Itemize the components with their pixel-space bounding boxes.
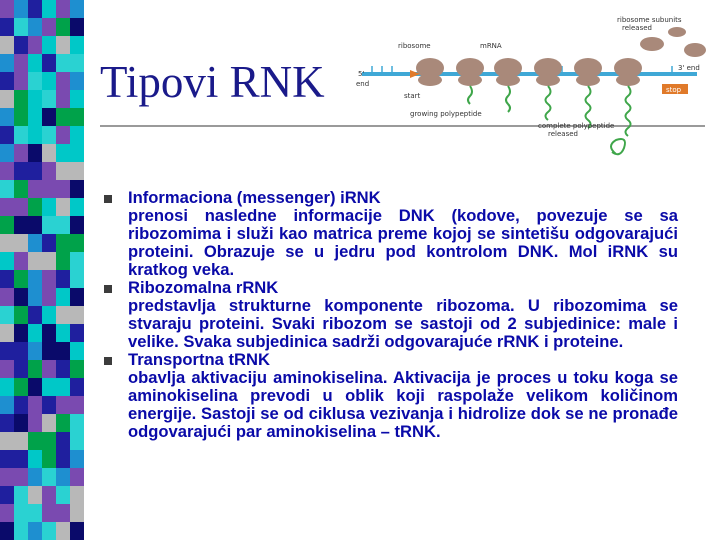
stripe-cell	[14, 252, 28, 270]
stripe-cell	[56, 198, 70, 216]
stripe-cell	[56, 522, 70, 540]
stripe-cell	[70, 270, 84, 288]
stripe-cell	[70, 504, 84, 522]
stripe-cell	[0, 252, 14, 270]
item-body: predstavlja strukturne komponente ribozoma. U ribozomima se stvaraju proteini. Svaki ribozom se sastoji od 2 subjedinice: male i velike. Svaka subjedinica sadrži odgovarajuće rRNK i proteine.	[128, 296, 678, 351]
stripe-cell	[0, 90, 14, 108]
stripe-cell	[0, 288, 14, 306]
stripe-cell	[42, 234, 56, 252]
stripe-cell	[70, 324, 84, 342]
stripe-cell	[42, 90, 56, 108]
stripe-cell	[28, 198, 42, 216]
bullet-icon	[104, 357, 112, 365]
item-body: obavlja aktivaciju aminokiselina. Aktivacija je proces u toku koga se aminokiselina prevodi u oblik koji raspolaže velikom količinom energije. Sastoji se od ciklusa vezivanja i hidrolize dok se ne pronađe odgovarajući par aminokiselina – tRNK.	[128, 368, 678, 441]
stripe-cell	[70, 378, 84, 396]
stripe-cell	[14, 234, 28, 252]
stripe-cell	[70, 252, 84, 270]
stripe-cell	[70, 432, 84, 450]
stripe-cell	[70, 288, 84, 306]
stripe-cell	[56, 432, 70, 450]
stripe-cell	[28, 504, 42, 522]
stripe-cell	[14, 378, 28, 396]
stripe-cell	[28, 216, 42, 234]
stripe-cell	[56, 324, 70, 342]
stripe-cell	[70, 234, 84, 252]
stripe-cell	[70, 342, 84, 360]
item-heading: Informaciona (messenger) iRNK	[128, 188, 381, 207]
stripe-cell	[42, 0, 56, 18]
label-complete: complete polypeptide	[538, 122, 615, 130]
stripe-cell	[0, 432, 14, 450]
stripe-cell	[0, 324, 14, 342]
stripe-cell	[14, 522, 28, 540]
item-heading: Ribozomalna rRNK	[128, 278, 279, 297]
stripe-cell	[56, 378, 70, 396]
stripe-cell	[0, 504, 14, 522]
item-body: prenosi nasledne informacije DNK (kodove, povezuje se sa ribozomima i služi kao matrica preme kojoj se sintetišu odgovarajući proteini. Obrazuje se u jedru pod kontrolom DNK. Mol iRNK su kratkog veka.	[128, 206, 678, 279]
stripe-cell	[14, 126, 28, 144]
stripe-cell	[28, 486, 42, 504]
stripe-cell	[0, 198, 14, 216]
stripe-cell	[56, 486, 70, 504]
ribosome-group	[416, 27, 706, 86]
stripe-cell	[56, 18, 70, 36]
stripe-cell	[28, 162, 42, 180]
label-5end: 5'	[358, 70, 365, 78]
decorative-stripe-panel	[0, 0, 84, 540]
translation-diagram	[352, 14, 714, 170]
stripe-cell	[56, 162, 70, 180]
stripe-cell	[0, 306, 14, 324]
stripe-cell	[70, 306, 84, 324]
stripe-cell	[56, 396, 70, 414]
stripe-cell	[14, 468, 28, 486]
svg-text:released: released	[548, 130, 578, 138]
list-item	[104, 279, 678, 351]
stripe-cell	[14, 324, 28, 342]
stripe-cell	[14, 198, 28, 216]
stripe-cell	[42, 252, 56, 270]
stripe-cell	[28, 18, 42, 36]
stripe-cell	[14, 450, 28, 468]
stripe-cell	[28, 432, 42, 450]
stripe-cell	[70, 162, 84, 180]
stripe-cell	[14, 18, 28, 36]
stripe-cell	[56, 216, 70, 234]
stripe-cell	[42, 18, 56, 36]
item-heading: Transportna tRNK	[128, 350, 270, 369]
stripe-cell	[42, 396, 56, 414]
stripe-cell	[42, 486, 56, 504]
stripe-cell	[28, 0, 42, 18]
stripe-cell	[42, 504, 56, 522]
stripe-cell	[70, 144, 84, 162]
stripe-cell	[14, 396, 28, 414]
polypeptide-chains	[468, 86, 631, 154]
stripe-cell	[56, 306, 70, 324]
stripe-cell	[14, 144, 28, 162]
stripe-cell	[70, 450, 84, 468]
stripe-cell	[42, 162, 56, 180]
stripe-cell	[70, 360, 84, 378]
stripe-cell	[56, 144, 70, 162]
stripe-cell	[56, 450, 70, 468]
stripe-cell	[42, 126, 56, 144]
stripe-cell	[28, 288, 42, 306]
stripe-cell	[0, 36, 14, 54]
stripe-cell	[42, 432, 56, 450]
stripe-cell	[14, 54, 28, 72]
stripe-cell	[0, 468, 14, 486]
stripe-cell	[42, 306, 56, 324]
stripe-cell	[70, 414, 84, 432]
stripe-cell	[28, 324, 42, 342]
stripe-cell	[56, 126, 70, 144]
stripe-cell	[14, 306, 28, 324]
stripe-cell	[70, 216, 84, 234]
subunit-icon	[684, 43, 706, 57]
svg-text:released: released	[622, 24, 652, 32]
stripe-cell	[0, 450, 14, 468]
stripe-cell	[56, 0, 70, 18]
stripe-cell	[28, 522, 42, 540]
subunit-icon	[640, 37, 664, 51]
stripe-cell	[56, 270, 70, 288]
stripe-cell	[56, 468, 70, 486]
stripe-cell	[70, 126, 84, 144]
stripe-cell	[56, 414, 70, 432]
stripe-cell	[70, 18, 84, 36]
stripe-cell	[56, 252, 70, 270]
stripe-cell	[0, 486, 14, 504]
stripe-cell	[42, 72, 56, 90]
stripe-cell	[0, 234, 14, 252]
stripe-cell	[42, 270, 56, 288]
stripe-cell	[42, 324, 56, 342]
stripe-cell	[28, 108, 42, 126]
stripe-cell	[56, 36, 70, 54]
stripe-cell	[0, 180, 14, 198]
stripe-cell	[0, 144, 14, 162]
stripe-cell	[28, 72, 42, 90]
stripe-cell	[0, 162, 14, 180]
stripe-cell	[42, 198, 56, 216]
stripe-cell	[14, 504, 28, 522]
stripe-cell	[70, 486, 84, 504]
bullet-icon	[104, 195, 112, 203]
stripe-cell	[28, 396, 42, 414]
stripe-cell	[14, 180, 28, 198]
stripe-cell	[14, 288, 28, 306]
stripe-cell	[14, 414, 28, 432]
stripe-cell	[28, 450, 42, 468]
stripe-cell	[0, 414, 14, 432]
stripe-cell	[14, 486, 28, 504]
stripe-cell	[28, 54, 42, 72]
list-item	[104, 189, 678, 279]
stripe-cell	[70, 72, 84, 90]
stripe-cell	[28, 90, 42, 108]
stripe-cell	[42, 54, 56, 72]
stripe-cell	[70, 90, 84, 108]
stripe-cell	[42, 342, 56, 360]
label-mrna: mRNA	[480, 42, 502, 50]
stripe-cell	[0, 360, 14, 378]
stripe-cell	[28, 252, 42, 270]
stripe-cell	[28, 378, 42, 396]
stripe-cell	[0, 72, 14, 90]
slide-title: Tipovi RNK	[100, 57, 325, 107]
stripe-cell	[14, 270, 28, 288]
stripe-cell	[0, 54, 14, 72]
stripe-cell	[28, 360, 42, 378]
list-item	[104, 351, 678, 441]
stripe-cell	[14, 360, 28, 378]
stripe-cell	[56, 54, 70, 72]
svg-text:end: end	[356, 80, 370, 88]
stripe-cell	[70, 0, 84, 18]
stripe-cell	[42, 468, 56, 486]
stripe-cell	[56, 108, 70, 126]
stripe-cell	[70, 468, 84, 486]
stripe-cell	[28, 468, 42, 486]
stripe-cell	[70, 522, 84, 540]
bullet-icon	[104, 285, 112, 293]
stripe-cell	[14, 90, 28, 108]
stripe-cell	[28, 126, 42, 144]
stripe-cell	[0, 522, 14, 540]
stripe-cell	[0, 378, 14, 396]
stripe-cell	[56, 90, 70, 108]
stripe-cell	[42, 36, 56, 54]
stripe-cell	[42, 180, 56, 198]
stripe-cell	[0, 342, 14, 360]
stripe-cell	[42, 360, 56, 378]
stripe-cell	[0, 270, 14, 288]
stripe-cell	[14, 0, 28, 18]
stripe-cell	[28, 144, 42, 162]
stripe-cell	[0, 18, 14, 36]
stripe-cell	[14, 36, 28, 54]
subunit-icon	[668, 27, 686, 37]
stripe-cell	[14, 432, 28, 450]
stripe-cell	[28, 342, 42, 360]
stripe-cell	[0, 108, 14, 126]
rna-types-list	[104, 189, 678, 441]
label-ribosome: ribosome	[398, 42, 431, 50]
stripe-cell	[14, 216, 28, 234]
stripe-cell	[70, 108, 84, 126]
stripe-cell	[56, 504, 70, 522]
stripe-cell	[56, 342, 70, 360]
stripe-cell	[14, 72, 28, 90]
stripe-cell	[70, 198, 84, 216]
stripe-cell	[42, 288, 56, 306]
label-growing: growing polypeptide	[410, 110, 482, 118]
stripe-cell	[42, 378, 56, 396]
stripe-cell	[56, 180, 70, 198]
stripe-cell	[42, 450, 56, 468]
stripe-cell	[0, 216, 14, 234]
stripe-cell	[70, 54, 84, 72]
stripe-cell	[70, 36, 84, 54]
stripe-cell	[56, 360, 70, 378]
stripe-cell	[56, 234, 70, 252]
stripe-cell	[28, 270, 42, 288]
stripe-cell	[42, 522, 56, 540]
stripe-cell	[56, 288, 70, 306]
stripe-cell	[0, 0, 14, 18]
label-stop: stop	[666, 86, 682, 94]
stripe-cell	[42, 216, 56, 234]
stripe-cell	[28, 234, 42, 252]
stripe-cell	[14, 342, 28, 360]
stripe-cell	[70, 396, 84, 414]
stripe-cell	[28, 414, 42, 432]
stripe-cell	[42, 108, 56, 126]
stripe-cell	[42, 414, 56, 432]
stripe-cell	[14, 162, 28, 180]
stripe-cell	[0, 396, 14, 414]
stripe-cell	[70, 180, 84, 198]
label-3end: 3' end	[678, 64, 700, 72]
stripe-cell	[0, 126, 14, 144]
stripe-cell	[28, 36, 42, 54]
stripe-cell	[56, 72, 70, 90]
stripe-cell	[42, 144, 56, 162]
label-start: start	[404, 92, 421, 100]
stripe-cell	[14, 108, 28, 126]
stripe-cell	[28, 306, 42, 324]
stripe-cell	[28, 180, 42, 198]
label-subunits: ribosome subunits	[617, 16, 682, 24]
